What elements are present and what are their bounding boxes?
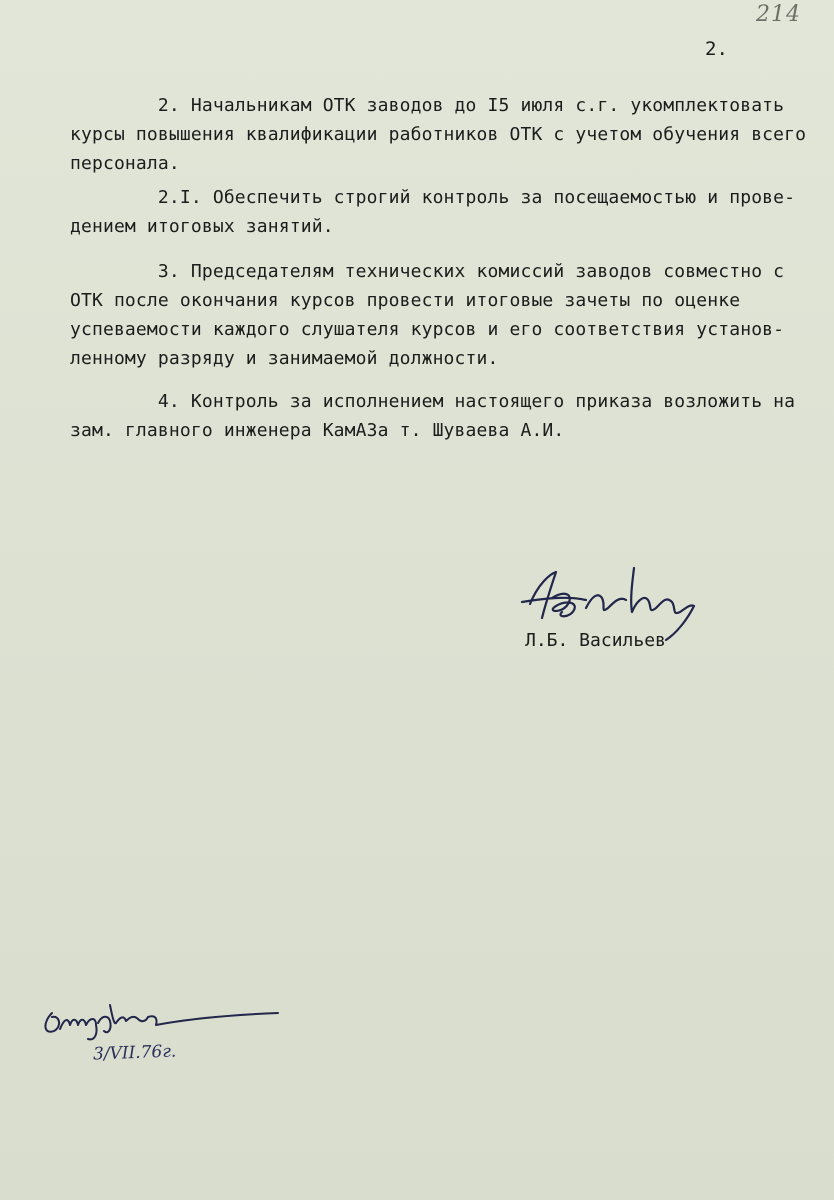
signatory-name: Л.Б. Васильев <box>525 630 666 651</box>
page-number: 2. <box>705 38 728 60</box>
approval-signature <box>38 995 288 1045</box>
approval-date: 3/VII.76г. <box>92 1041 177 1065</box>
paragraph-4: 4. Контроль за исполнением настоящего приказа возложить на зам. главного инженера КамАЗа т. Шуваева А.И. <box>70 391 796 441</box>
paragraph-2: 2. Начальникам ОТК заводов до I5 июля с.г. укомплектовать курсы повышения квалификации работников ОТК с учетом обучения всего персонала. <box>70 95 807 174</box>
paragraph-2-1: 2.I. Обеспечить строгий контроль за посещаемостью и прове- дением итоговых занятий. <box>70 187 796 237</box>
archive-sheet-number: 214 <box>756 2 801 27</box>
paragraph-3: 3. Председателям технических комиссий заводов совместно с ОТК после окончания курсов провести итоговые зачеты по оценке успеваемости каждого слушателя курсов и его соответствия установ- ленному разряду и занимаемой должности. <box>70 261 785 369</box>
